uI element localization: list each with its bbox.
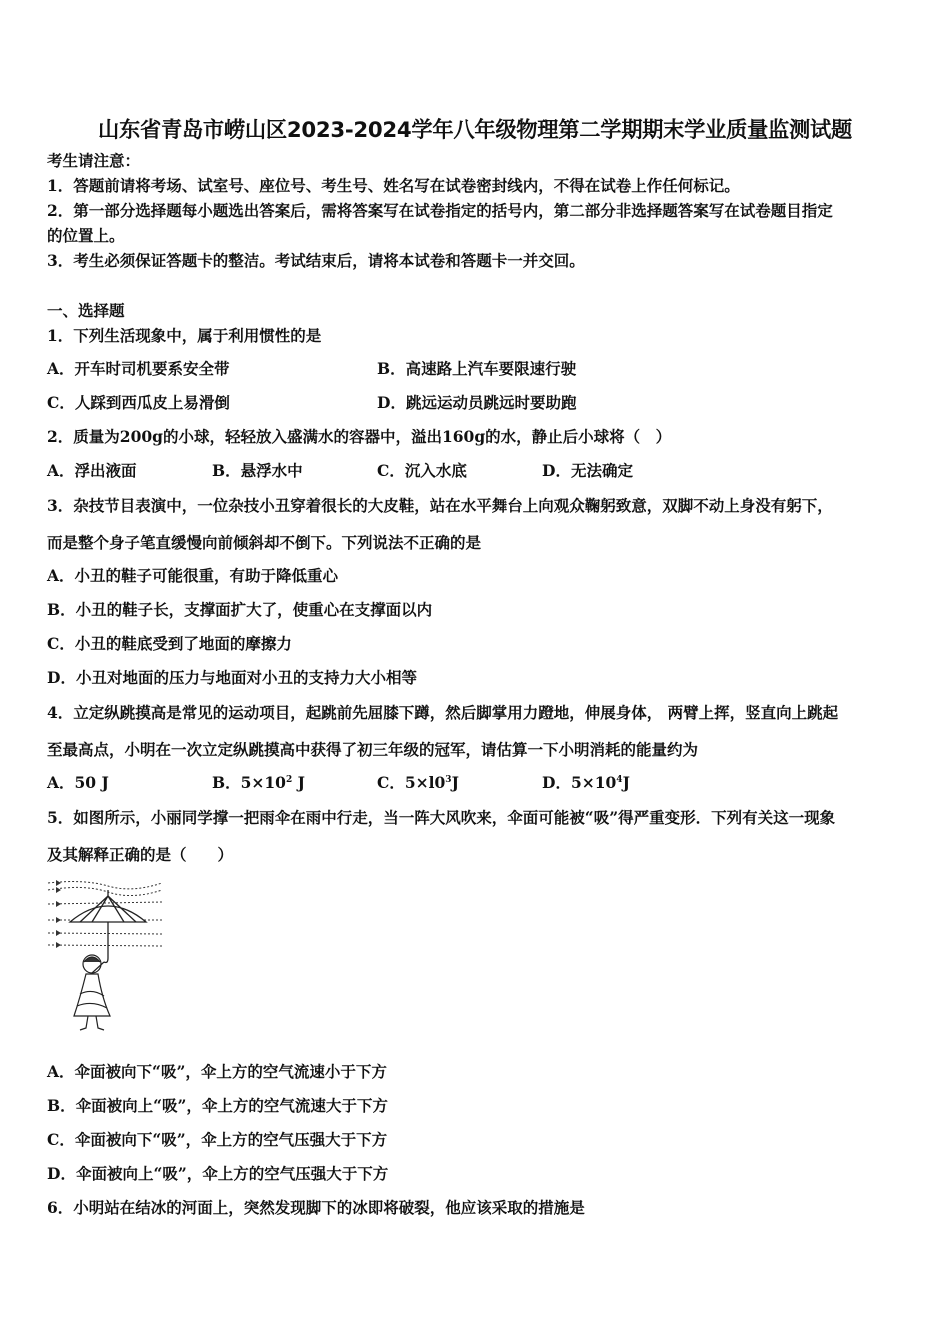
q3-stem-line2: 而是整个身子笔直缓慢向前倾斜却不倒下。下列说法不正确的是 [47, 533, 482, 552]
umbrella-girl-illustration [44, 876, 168, 1036]
q3-option-d: D．小丑对地面的压力与地面对小丑的支持力大小相等 [47, 668, 417, 687]
q5-option-c: C．伞面被向下“吸”，伞上方的空气压强大于下方 [47, 1130, 388, 1149]
q4-option-b [212, 773, 305, 793]
q1-option-d: D．跳远运动员跳远时要助跑 [377, 393, 577, 412]
q5-stem-line1: 5．如图所示，小丽同学撑一把雨伞在雨中行走，当一阵大风吹来，伞面可能被“吸”得严重变形．下列有关这一现象 [47, 808, 836, 827]
q4-option-c-unit: J [451, 773, 459, 792]
notice-item-3: 3．考生必须保证答题卡的整洁。考试结束后，请将本试卷和答题卡一并交回。 [47, 251, 585, 270]
q4-option-d [542, 773, 630, 793]
q2-option-d: D．无法确定 [542, 461, 633, 480]
q1-option-a: A．开车时司机要系安全带 [47, 359, 230, 378]
umbrella [70, 890, 146, 963]
q4-option-d-unit: J [622, 773, 630, 792]
q3-stem-line1: 3．杂技节目表演中，一位杂技小丑穿着很长的大皮鞋，站在水平舞台上向观众鞠躬致意，双脚不动上身没有躬下， [47, 496, 833, 515]
q5-option-b: B．伞面被向上“吸”，伞上方的空气流速大于下方 [47, 1096, 388, 1115]
q5-option-a: A．伞面被向下“吸”，伞上方的空气流速小于下方 [47, 1062, 387, 1081]
notice-item-2-cont: 的位置上。 [47, 226, 125, 245]
q4-option-b-base: B．5×10 [212, 773, 286, 792]
q2-stem: 2．质量为200g的小球，轻轻放入盛满水的容器中，溢出160g的水，静止后小球将（ ） [47, 427, 672, 446]
wind-arrowheads [56, 880, 61, 948]
q5-stem-line2: 及其解释正确的是（ ） [47, 845, 234, 864]
q4-option-c [377, 773, 459, 793]
q4-option-c-exponent: 3 [445, 775, 452, 785]
q1-stem: 1．下列生活现象中，属于利用惯性的是 [47, 326, 322, 345]
q4-option-a: A．50 J [47, 773, 109, 792]
q1-option-c: C．人踩到西瓜皮上易滑倒 [47, 393, 230, 412]
q6-stem: 6．小明站在结冰的河面上，突然发现脚下的冰即将破裂，他应该采取的措施是 [47, 1198, 585, 1217]
q4-stem-line2: 至最高点，小明在一次立定纵跳摸高中获得了初三年级的冠军，请估算一下小明消耗的能量约为 [47, 740, 699, 759]
q4-stem-line1: 4．立定纵跳摸高是常见的运动项目，起跳前先屈膝下蹲，然后脚掌用力蹬地，伸展身体， 两臂上挥，竖直向上跳起 [47, 703, 839, 722]
q4-option-b-exponent: 2 [285, 775, 293, 785]
notice-item-1: 1．答题前请将考场、试室号、座位号、考生号、姓名写在试卷密封线内，不得在试卷上作任何标记。 [47, 176, 740, 195]
girl-figure [74, 955, 110, 1030]
q3-option-b: B．小丑的鞋子长，支撑面扩大了，使重心在支撑面以内 [47, 600, 433, 619]
notice-item-2: 2．第一部分选择题每小题选出答案后，需将答案写在试卷指定的括号内，第二部分非选择题答案写在试卷题目指定 [47, 201, 833, 220]
q3-option-a: A．小丑的鞋子可能很重，有助于降低重心 [47, 566, 339, 585]
q2-option-a: A．浮出液面 [47, 461, 137, 480]
q4-option-d-base: D．5×10 [542, 773, 617, 792]
q5-option-d: D．伞面被向上“吸”，伞上方的空气压强大于下方 [47, 1164, 389, 1183]
q3-option-c: C．小丑的鞋底受到了地面的摩擦力 [47, 634, 292, 653]
q1-option-b: B．高速路上汽车要限速行驶 [377, 359, 577, 378]
exam-title: 山东省青岛市崂山区2023-2024学年八年级物理第二学期期末学业质量监测试题 [98, 118, 852, 143]
q2-option-c: C．沉入水底 [377, 461, 467, 480]
q4-option-b-unit: J [292, 773, 305, 792]
q2-option-b: B．悬浮水中 [212, 461, 303, 480]
notice-heading: 考生请注意： [47, 151, 141, 170]
section-heading: 一、选择题 [47, 301, 125, 320]
q4-option-c-base: C．5×l0 [377, 773, 446, 792]
q4-option-d-exponent: 4 [616, 775, 623, 785]
